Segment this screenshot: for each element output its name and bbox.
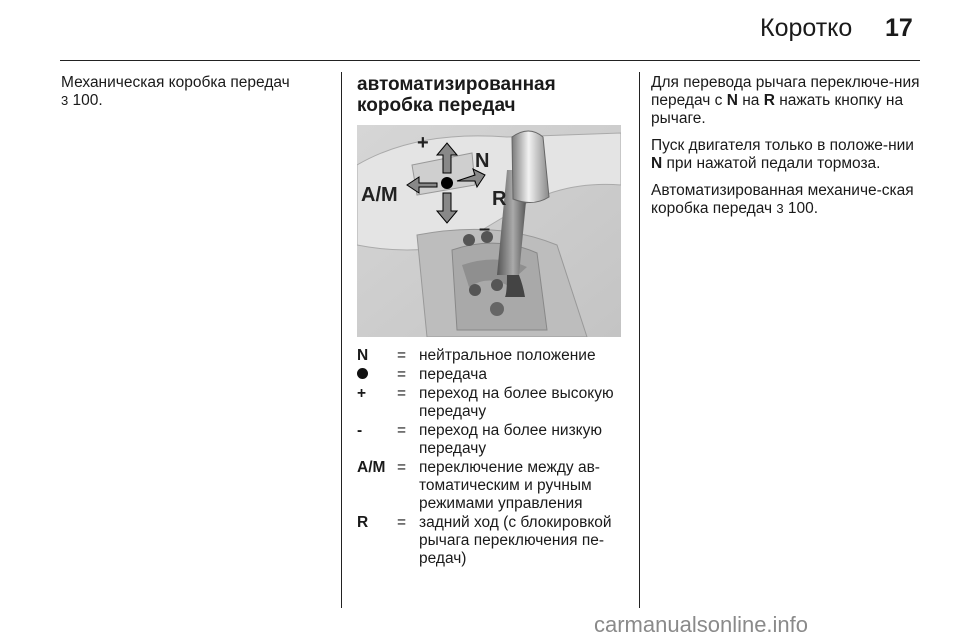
column-divider-2 [639, 72, 640, 608]
header-rule [60, 60, 920, 61]
legend-symbol: N [357, 347, 369, 364]
legend-symbol: R [357, 514, 369, 531]
ref-page[interactable]: 100. [787, 200, 819, 217]
console-button [463, 234, 475, 246]
figure-label-plus: + [417, 132, 429, 154]
legend-row [357, 459, 627, 513]
paragraph-shift-n-to-r [651, 74, 926, 128]
text-fragment: нажать кнопку на рычаге. [651, 92, 904, 127]
legend-description: переключение между ав-томатическим и ручным режимами управления [419, 459, 600, 512]
watermark: carmanualsonline.info [594, 612, 809, 637]
dot-icon [357, 368, 368, 379]
column-2 [357, 74, 627, 569]
gear-lever-figure [357, 125, 621, 337]
figure-label-r: R [492, 188, 507, 210]
gear-dot-icon [441, 177, 453, 189]
legend-equals: = [397, 422, 407, 439]
text-fragment: Для перевода рычага переключе-ния передач с [651, 74, 920, 109]
ref-arrow-icon: 3 [61, 93, 69, 108]
legend-equals: = [397, 366, 407, 383]
text-fragment: Пуск двигателя только в положе-нии [651, 137, 914, 154]
legend-equals: = [397, 514, 407, 531]
ref-arrow-icon: 3 [776, 201, 784, 216]
gear-n-label: N [726, 92, 738, 109]
legend [357, 347, 627, 568]
column-divider-1 [341, 72, 342, 608]
legend-description: передача [419, 366, 487, 383]
legend-symbol: + [357, 385, 367, 402]
figure-label-am: A/M [361, 184, 398, 206]
legend-row [357, 514, 627, 568]
header-title: Коротко [760, 14, 853, 42]
text-fragment: при нажатой педали тормоза. [666, 155, 881, 172]
legend-description: переход на более низкую передачу [419, 422, 603, 457]
text-fragment: на [742, 92, 760, 109]
legend-equals: = [397, 347, 407, 364]
gear-r-label: R [763, 92, 775, 109]
ref-page[interactable]: 100. [72, 92, 103, 109]
figure-label-n: N [475, 150, 490, 172]
paragraph-gearbox-ref [651, 182, 926, 218]
legend-row [357, 347, 627, 365]
legend-row [357, 422, 627, 458]
text-fragment: Автоматизированная механиче-ская коробка передач [651, 182, 914, 217]
manual-gearbox-text: Механическая коробка передач [61, 74, 290, 91]
legend-row [357, 366, 627, 384]
legend-row [357, 385, 627, 421]
page-number: 17 [885, 14, 913, 42]
legend-description: задний ход (с блокировкой рычага переключения пе-редач) [419, 514, 612, 567]
lever-knob-icon [512, 131, 549, 203]
console-button [469, 284, 481, 296]
console-button [490, 302, 504, 316]
console-button [491, 279, 503, 291]
legend-symbol: - [357, 422, 363, 439]
legend-description: нейтральное положение [419, 347, 596, 364]
legend-description: переход на более высокую передачу [419, 385, 614, 420]
manual-gearbox-ref [61, 74, 323, 110]
legend-symbol-dot [357, 366, 397, 384]
gear-n-label: N [651, 155, 663, 172]
column-3 [651, 74, 926, 227]
legend-symbol: A/M [357, 459, 386, 476]
legend-equals: = [397, 459, 407, 476]
figure-label-minus: – [479, 218, 491, 240]
legend-equals: = [397, 385, 407, 402]
column-1 [61, 74, 323, 119]
paragraph-engine-start [651, 137, 926, 173]
section-heading: автоматизированная коробка передач [357, 74, 556, 116]
